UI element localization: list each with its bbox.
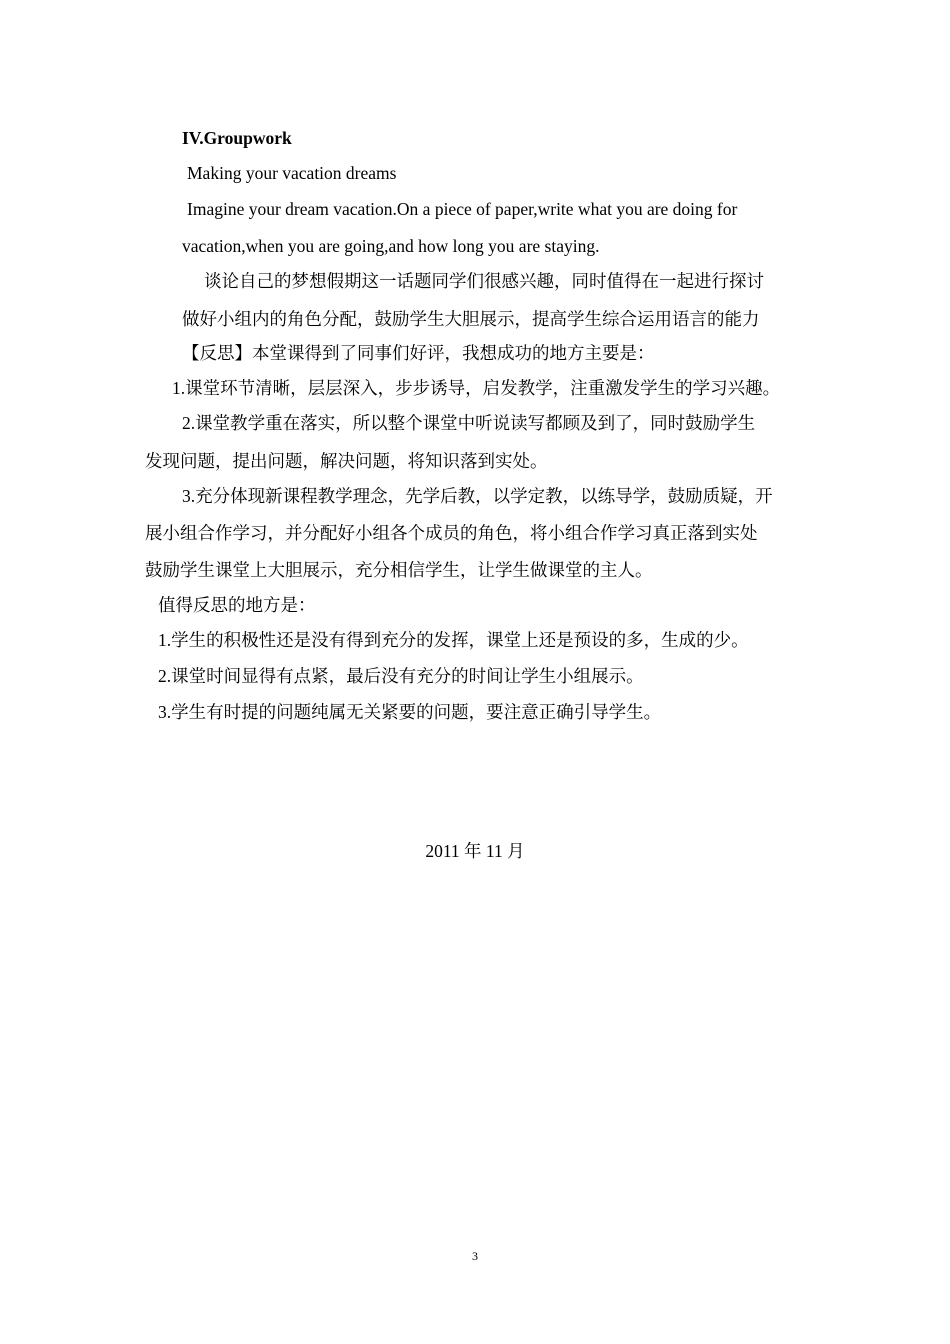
section-heading: IV.Groupwork bbox=[182, 128, 292, 148]
improvement-intro: 值得反思的地方是： bbox=[158, 595, 316, 615]
reflection-point-2-line-1: 2.课堂教学重在落实，所以整个课堂中听说读写都顾及到了，同时鼓励学生 bbox=[182, 413, 756, 433]
reflection-point-3-line-1: 3.充分体现新课程教学理念，先学后教，以学定教，以练导学，鼓励质疑，开 bbox=[182, 486, 773, 506]
improvement-point-3: 3.学生有时提的问题纯属无关紧要的问题，要注意正确引导学生。 bbox=[158, 702, 662, 722]
reflection-point-2-line-2: 发现问题，提出问题，解决问题，将知识落到实处。 bbox=[145, 451, 548, 471]
section-subtitle: Making your vacation dreams bbox=[187, 163, 397, 183]
reflection-point-3-line-3: 鼓励学生课堂上大胆展示，充分相信学生，让学生做课堂的主人。 bbox=[145, 560, 653, 580]
document-date: 2011 年 11 月 bbox=[425, 841, 525, 861]
discussion-line-1: 谈论自己的梦想假期这一话题同学们很感兴趣，同时值得在一起进行探讨 bbox=[204, 271, 764, 291]
improvement-point-2: 2.课堂时间显得有点紧，最后没有充分的时间让学生小组展示。 bbox=[158, 666, 644, 686]
reflection-point-3-line-2: 展小组合作学习，并分配好小组各个成员的角色，将小组合作学习真正落到实处 bbox=[145, 523, 758, 543]
reflection-intro: 【反思】本堂课得到了同事们好评，我想成功的地方主要是： bbox=[182, 343, 655, 363]
page-number: 3 bbox=[472, 1249, 478, 1263]
discussion-line-2: 做好小组内的角色分配，鼓励学生大胆展示，提高学生综合运用语言的能力 bbox=[182, 309, 760, 329]
instruction-line-1: Imagine your dream vacation.On a piece of paper,write what you are doing for bbox=[187, 199, 738, 219]
reflection-point-1: 1.课堂环节清晰，层层深入，步步诱导，启发教学，注重激发学生的学习兴趣。 bbox=[172, 378, 781, 398]
improvement-point-1: 1.学生的积极性还是没有得到充分的发挥，课堂上还是预设的多，生成的少。 bbox=[158, 630, 749, 650]
instruction-line-2: vacation,when you are going,and how long you are staying. bbox=[182, 236, 600, 256]
